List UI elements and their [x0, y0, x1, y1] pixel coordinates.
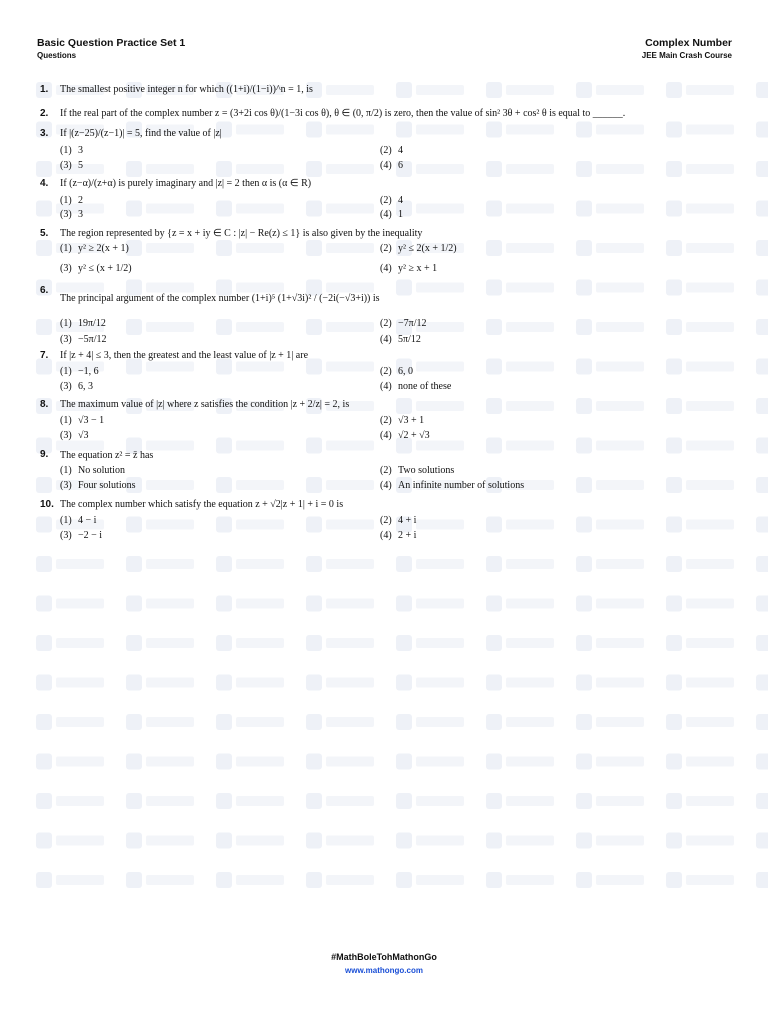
option-value: 4	[398, 145, 403, 156]
option-value: √2 + √3	[398, 430, 430, 441]
option-label: (3)	[60, 209, 72, 220]
option-7-3	[60, 381, 93, 392]
option-label: (1)	[60, 195, 72, 206]
topic-title: Complex Number	[645, 37, 732, 49]
option-4-3	[60, 209, 83, 220]
option-value: 4 − i	[78, 515, 97, 526]
question-text-5: The region represented by {z = x + iy ∈ C : |z| − Re(z) ≤ 1} is also given by the inequality	[60, 228, 423, 239]
option-value: none of these	[398, 381, 452, 392]
option-3-2	[380, 145, 403, 156]
option-value: An infinite number of solutions	[398, 480, 525, 491]
option-10-3	[60, 530, 102, 541]
question-number-2: 2.	[40, 108, 49, 119]
option-label: (1)	[60, 243, 72, 254]
question-number-7: 7.	[40, 350, 49, 361]
option-10-1	[60, 515, 96, 526]
question-text-3: If |(z−25)/(z−1)| = 5, find the value of |z|	[60, 128, 222, 139]
option-7-2	[380, 366, 413, 377]
question-number-5: 5.	[40, 228, 49, 239]
question-number-6: 6.	[40, 285, 49, 296]
question-number-1: 1.	[40, 84, 49, 95]
option-value: −5π/12	[78, 334, 107, 345]
option-value: No solution	[78, 465, 125, 476]
option-5-4	[380, 263, 437, 274]
option-label: (1)	[60, 366, 72, 377]
option-label: (1)	[60, 318, 72, 329]
option-6-2	[380, 318, 426, 329]
option-label: (4)	[380, 209, 392, 220]
option-7-4	[380, 381, 451, 392]
option-value: 4 + i	[398, 515, 417, 526]
option-label: (1)	[60, 515, 72, 526]
footer-website-link[interactable]: www.mathongo.com	[345, 966, 423, 975]
option-5-1	[60, 243, 129, 254]
option-label: (2)	[380, 465, 392, 476]
option-label: (2)	[380, 243, 392, 254]
option-9-1	[60, 465, 125, 476]
option-10-2	[380, 515, 416, 526]
course-name: JEE Main Crash Course	[641, 51, 732, 60]
option-value: 6	[398, 160, 403, 171]
question-text-10: The complex number which satisfy the equation z + √2|z + 1| + i = 0 is	[60, 499, 344, 510]
option-4-2	[380, 195, 403, 206]
option-label: (1)	[60, 465, 72, 476]
option-3-1	[60, 145, 83, 156]
option-label: (2)	[380, 195, 392, 206]
option-value: 5	[78, 160, 83, 171]
option-5-3	[60, 263, 132, 274]
question-text-2: If the real part of the complex number z = (3+2i cos θ)/(1−3i cos θ), θ ∈ (0, π/2) is zero, then the value of sin² 3θ + cos² θ is equal to ______.	[60, 108, 626, 119]
question-text-6: The principal argument of the complex number (1+i)⁵ (1+√3i)² / (−2i(−√3+i)) is	[60, 293, 380, 304]
option-value: y² ≥ 2(x + 1)	[78, 243, 129, 254]
option-9-2	[380, 465, 454, 476]
option-label: (2)	[380, 515, 392, 526]
option-6-3	[60, 334, 106, 345]
option-value: 5π/12	[398, 334, 421, 345]
option-8-3	[60, 430, 89, 441]
option-value: √3 + 1	[398, 415, 425, 426]
option-value: Two solutions	[398, 465, 455, 476]
question-number-9: 9.	[40, 449, 49, 460]
option-value: √3 − 1	[78, 415, 105, 426]
question-number-10: 10.	[40, 499, 54, 510]
question-number-3: 3.	[40, 128, 49, 139]
question-number-4: 4.	[40, 178, 49, 189]
option-label: (4)	[380, 160, 392, 171]
question-text-4: If (z−α)/(z+α) is purely imaginary and |z| = 2 then α is (α ∈ R)	[60, 178, 312, 189]
option-value: Four solutions	[78, 480, 136, 491]
option-label: (2)	[380, 145, 392, 156]
option-label: (4)	[380, 530, 392, 541]
option-value: 2 + i	[398, 530, 417, 541]
header-right	[642, 37, 732, 62]
option-value: −7π/12	[398, 318, 427, 329]
option-label: (2)	[380, 415, 392, 426]
document-title: Basic Question Practice Set 1	[37, 37, 186, 49]
option-label: (4)	[380, 263, 392, 274]
option-value: 2	[78, 195, 83, 206]
option-3-4	[380, 160, 403, 171]
option-label: (3)	[60, 334, 72, 345]
option-label: (2)	[380, 366, 392, 377]
option-value: 6, 3	[78, 381, 93, 392]
option-value: y² ≤ 2(x + 1/2)	[398, 243, 457, 254]
option-4-4	[380, 209, 403, 220]
option-value: y² ≤ (x + 1/2)	[78, 263, 132, 274]
option-value: 3	[78, 209, 83, 220]
option-7-1	[60, 366, 99, 377]
option-6-4	[380, 334, 421, 345]
option-value: 3	[78, 145, 83, 156]
option-5-2	[380, 243, 457, 254]
option-value: 1	[398, 209, 403, 220]
footer-tagline: #MathBoleTohMathonGo	[331, 952, 437, 962]
option-8-1	[60, 415, 104, 426]
option-10-4	[380, 530, 416, 541]
option-value: y² ≥ x + 1	[398, 263, 438, 274]
option-label: (4)	[380, 334, 392, 345]
option-value: 19π/12	[78, 318, 106, 329]
option-label: (3)	[60, 160, 72, 171]
header-left	[37, 37, 185, 62]
option-label: (3)	[60, 381, 72, 392]
option-label: (4)	[380, 480, 392, 491]
option-value: 6, 0	[398, 366, 413, 377]
question-text-1: The smallest positive integer n for which ((1+i)/(1−i))^n = 1, is	[60, 84, 313, 95]
option-label: (4)	[380, 430, 392, 441]
question-text-7: If |z + 4| ≤ 3, then the greatest and the least value of |z + 1| are	[60, 350, 309, 361]
option-label: (2)	[380, 318, 392, 329]
option-value: √3	[78, 430, 89, 441]
option-9-3	[60, 480, 136, 491]
question-number-8: 8.	[40, 399, 49, 410]
option-value: −2 − i	[78, 530, 103, 541]
option-9-4	[380, 480, 524, 491]
option-8-4	[380, 430, 430, 441]
option-label: (3)	[60, 430, 72, 441]
question-text-9: The equation z² = z̄ has	[60, 450, 154, 461]
option-label: (4)	[380, 381, 392, 392]
option-label: (1)	[60, 145, 72, 156]
option-label: (1)	[60, 415, 72, 426]
question-text-8: The maximum value of |z| where z satisfies the condition |z + 2/z| = 2, is	[60, 399, 350, 410]
option-label: (3)	[60, 263, 72, 274]
document-subtitle: Questions	[37, 51, 77, 60]
option-8-2	[380, 415, 424, 426]
option-3-3	[60, 160, 83, 171]
option-label: (3)	[60, 530, 72, 541]
option-4-1	[60, 195, 83, 206]
option-6-1	[60, 318, 106, 329]
option-label: (3)	[60, 480, 72, 491]
option-value: −1, 6	[78, 366, 99, 377]
option-value: 4	[398, 195, 403, 206]
